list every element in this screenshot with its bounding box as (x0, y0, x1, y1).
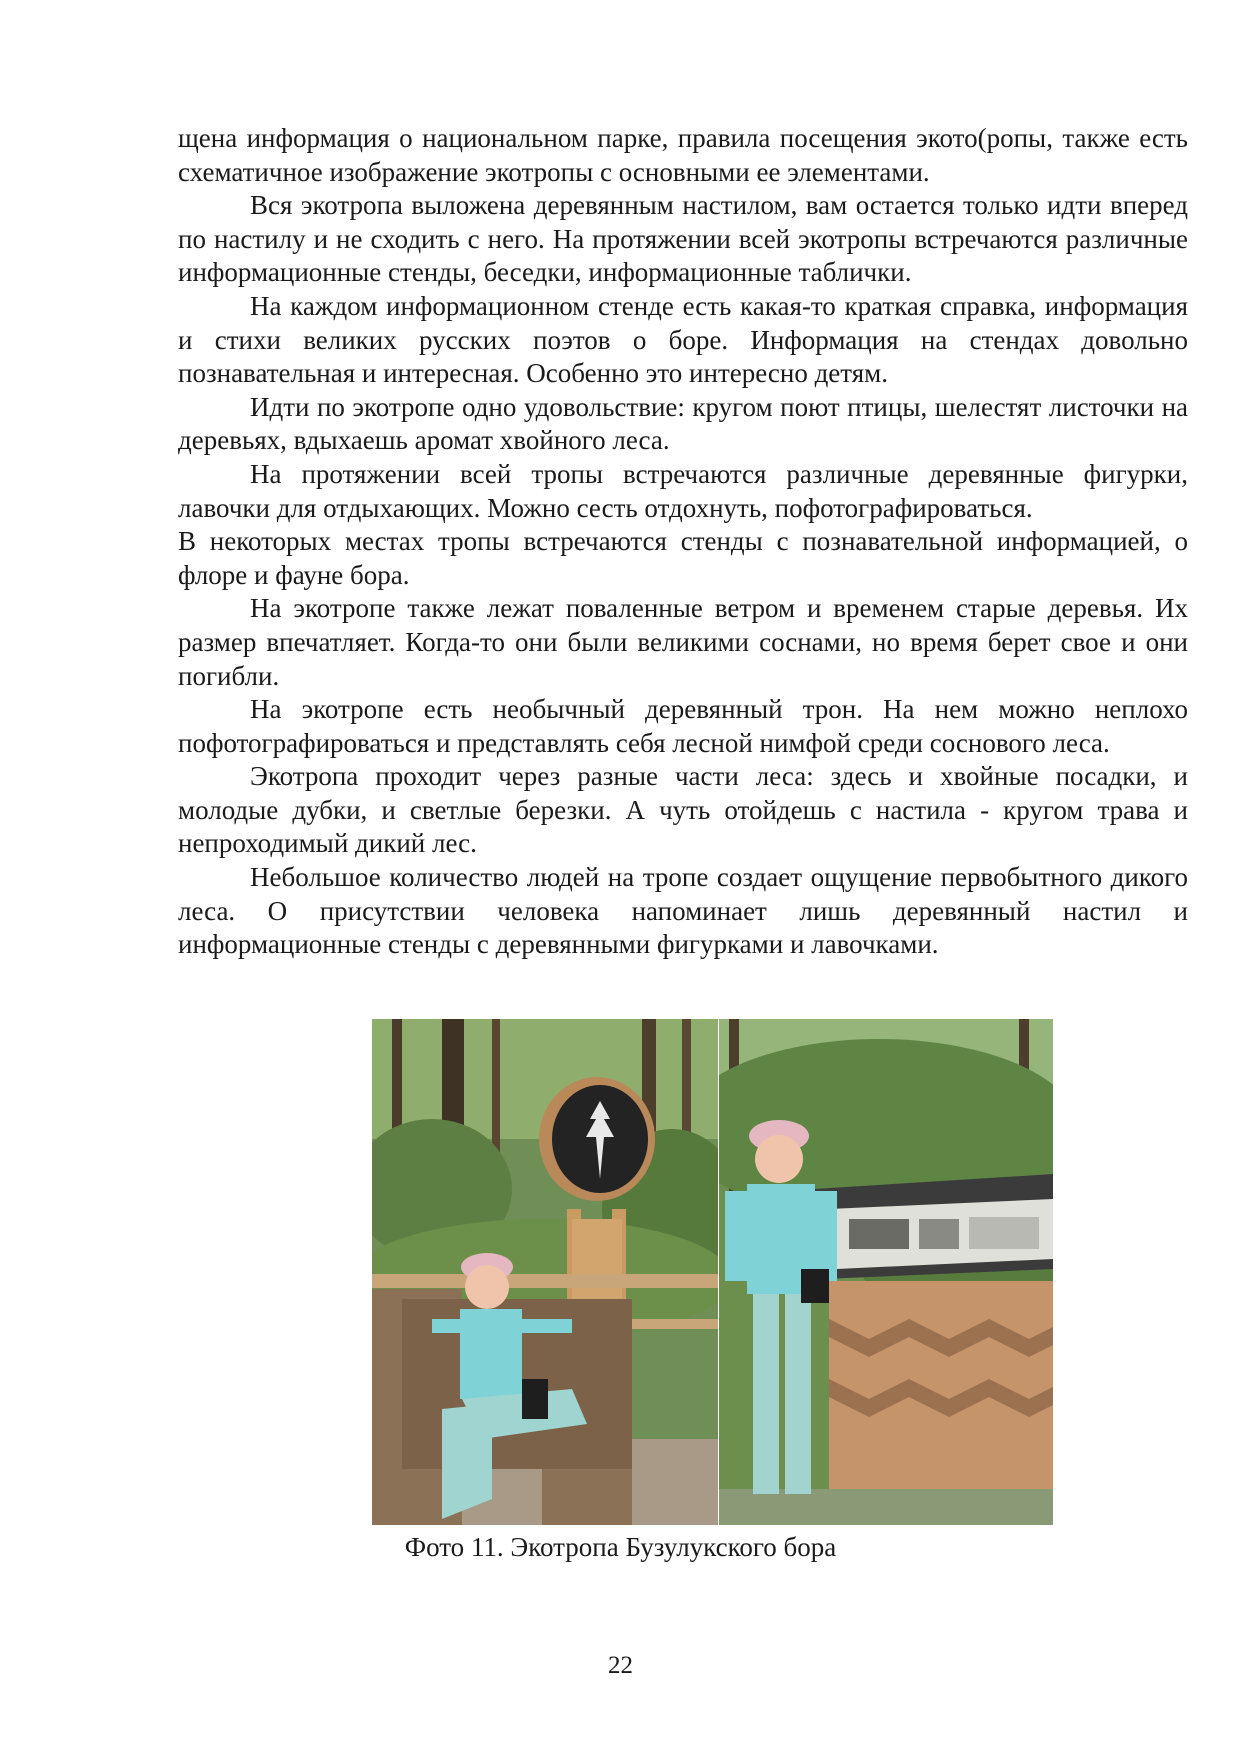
paragraph: В некоторых местах тропы встречаются стенды с познавательной информацией, о флоре и фауне бора. (178, 526, 1188, 590)
paragraph: На каждом информационном стенде есть какая-то краткая справка, информация и стихи великих русских поэтов о боре. Информация на стендах довольно познавательная и интересная. Особенно это интересно детям. (178, 290, 1188, 389)
paragraph: Идти по экотропе одно удовольствие: кругом поют птицы, шелестят листочки на деревьях, вдыхаешь аромат хвойного леса. (178, 391, 1188, 456)
paragraph: На протяжении всей тропы встречаются различные деревянные фигурки, лавочки для отдыхающих. Можно сесть отдохнуть, пофотографироваться. (178, 458, 1188, 523)
body-text (178, 122, 1188, 962)
paragraph: На экотропе также лежат поваленные ветром и временем старые деревья. Их размер впечатляет. Когда-то они были великими соснами, но время берет свое и они погибли. (178, 593, 1188, 691)
photo-throne (372, 1019, 718, 1525)
paragraph: На экотропе есть необычный деревянный трон. На нем можно неплохо пофотографироваться и представлять себя лесной нимфой среди соснового леса. (178, 694, 1188, 758)
paragraph: щена информация о национальном парке, правила посещения экото(ропы, также есть схематичное изображение экотропы с основными ее элементами. (178, 123, 1188, 187)
paragraph: Вся экотропа выложена деревянным настилом, вам остается только идти вперед по настилу и не сходить с него. На протяжении всей экотропы встречаются различные информационные стенды, беседки, информационные таблички. (178, 190, 1188, 288)
paragraph: Экотропа проходит через разные части леса: здесь и хвойные посадки, и молодые дубки, и светлые березки. А чуть отойдешь с настила - кругом трава и непроходимый дикий лес. (178, 761, 1188, 859)
photo-info-board (719, 1019, 1053, 1525)
figure-caption: Фото 11. Экотропа Бузулукского бора (404, 1532, 837, 1562)
paragraph: Небольшое количество людей на тропе создает ощущение первобытного дикого леса. О присутствии человека напоминает лишь деревянный настил и информационные стенды с деревянными фигурками и лавочками. (178, 862, 1188, 960)
page-number: 22 (608, 1652, 633, 1679)
